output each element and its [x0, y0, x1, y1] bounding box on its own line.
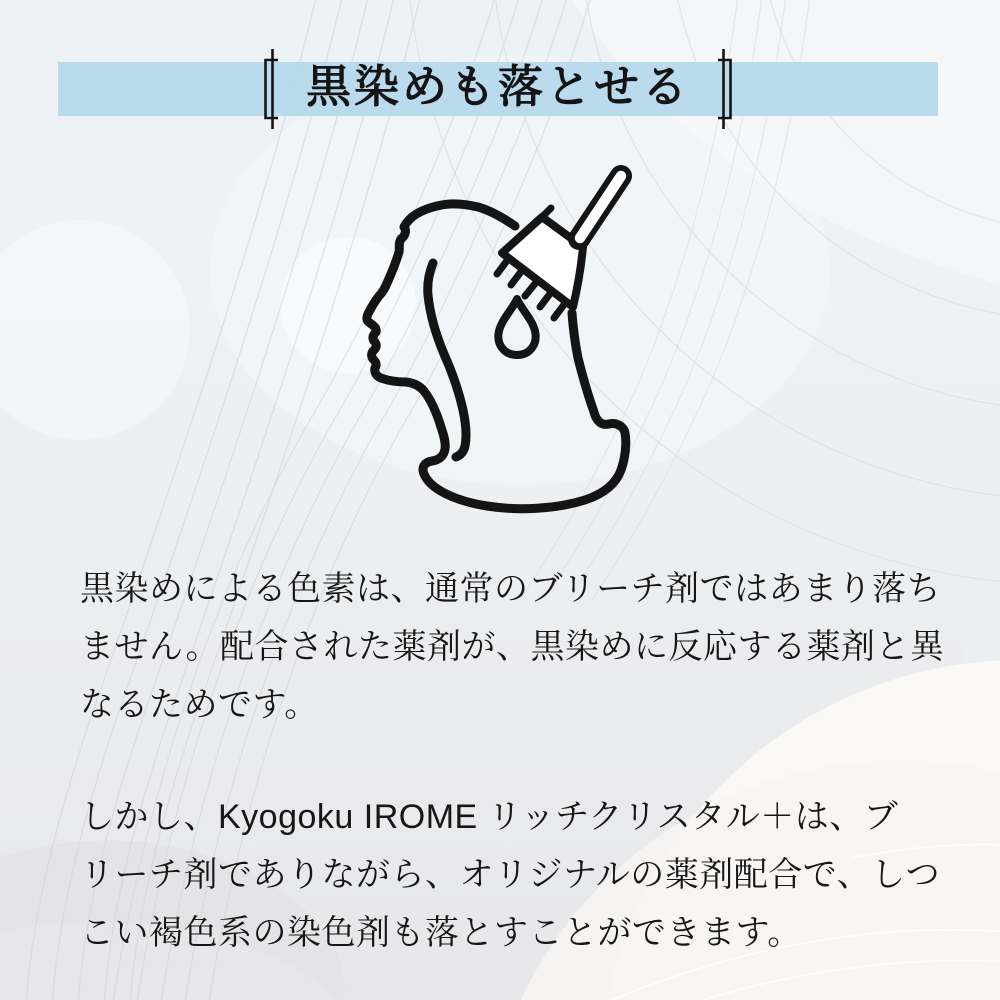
- brush-handle-core: [580, 176, 621, 238]
- ferrule-tick: [542, 208, 551, 217]
- brush-head: [502, 217, 583, 307]
- paragraph-1-line-2: ません。配合された薬剤が、黒染めに反応する薬剤と異: [80, 628, 945, 666]
- bracket-left-icon: [262, 49, 280, 129]
- paragraph-1: [80, 560, 945, 734]
- page-title: 黒染めも落とせる: [305, 62, 690, 112]
- illustration-strokes: [367, 204, 626, 509]
- bracket-right-icon: [716, 49, 734, 129]
- hair-dye-illustration: [330, 155, 650, 535]
- title-banner: [58, 62, 938, 116]
- droplet-icon: [498, 299, 535, 355]
- body-text: [80, 560, 945, 962]
- paragraph-1-line-3: なるためです。: [80, 686, 319, 724]
- paragraph-1-line-1: 黒染めによる色素は、通常のブリーチ剤ではあまり落ち: [80, 570, 942, 608]
- paragraph-2: [80, 788, 941, 962]
- woman-profile-outline: [367, 204, 626, 509]
- paragraph-2-line-3: こい褐色系の染色剤も落とすことができます。: [80, 914, 802, 952]
- paragraph-2-line-1: しかし、Kyogoku IROME リッチクリスタル＋は、ブ: [80, 798, 899, 836]
- paragraph-2-line-2: リーチ剤でありながら、オリジナルの薬剤配合で、しつ: [80, 856, 941, 894]
- inner-hairline: [428, 263, 466, 457]
